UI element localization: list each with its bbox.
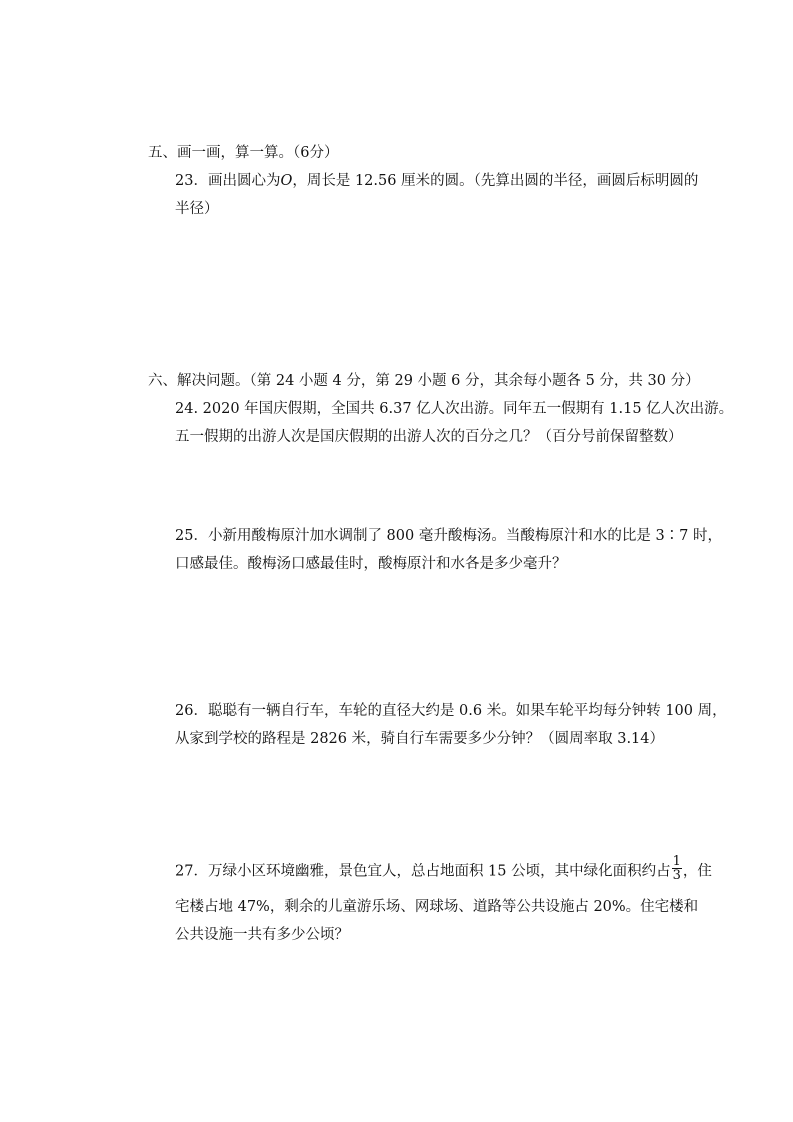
q27-fraction-numerator: 1	[672, 854, 681, 869]
section-5-title: 五、画一画，算一算。（6分）	[148, 145, 339, 161]
question-27-line-2: 宅楼占地 47%，剩余的儿童游乐场、网球场、道路等公共设施占 20%。住宅楼和	[175, 899, 699, 915]
q23-text-a: 23．画出圆心为	[175, 173, 281, 189]
question-24-line-1: 24. 2020 年国庆假期，全国共 6.37 亿人次出游。同年五一假期有 1.15 亿人次出游。	[175, 401, 734, 417]
question-23-line-1	[175, 171, 698, 191]
q27-fraction	[672, 855, 682, 882]
question-25-line-2: 口感最佳。酸梅汤口感最佳时，酸梅原汁和水各是多少毫升？	[175, 556, 567, 572]
section-6-title: 六、解决问题。（第 24 小题 4 分，第 29 小题 6 分，其余每小题各 5 分，共 30 分）	[148, 373, 700, 389]
q23-var-o: O	[280, 173, 293, 189]
question-27-line-1	[175, 854, 712, 885]
question-26-line-2: 从家到学校的路程是 2826 米，骑自行车需要多少分钟？（圆周率取 3.14）	[175, 731, 665, 747]
question-25-line-1: 25．小新用酸梅原汁加水调制了 800 毫升酸梅汤。当酸梅原汁和水的比是 3∶7 时，	[175, 528, 723, 544]
question-23-line-2: 半径）	[175, 201, 219, 217]
question-26-line-1: 26．聪聪有一辆自行车，车轮的直径大约是 0.6 米。如果车轮平均每分钟转 100 周，	[175, 703, 727, 719]
q27-fraction-denominator: 3	[672, 868, 681, 883]
q23-text-b: ，周长是 12.56 厘米的圆。（先算出圆的半径，画圆后标明圆的	[292, 173, 699, 189]
q27-text-a: 27．万绿小区环境幽雅，景色宜人，总占地面积 15 公顷，其中绿化面积约占	[175, 863, 671, 880]
question-24-line-2: 五一假期的出游人次是国庆假期的出游人次的百分之几？（百分号前保留整数）	[175, 429, 683, 445]
q27-text-b: ，住	[682, 863, 712, 880]
question-27-line-3: 公共设施一共有多少公顷？	[175, 927, 349, 943]
